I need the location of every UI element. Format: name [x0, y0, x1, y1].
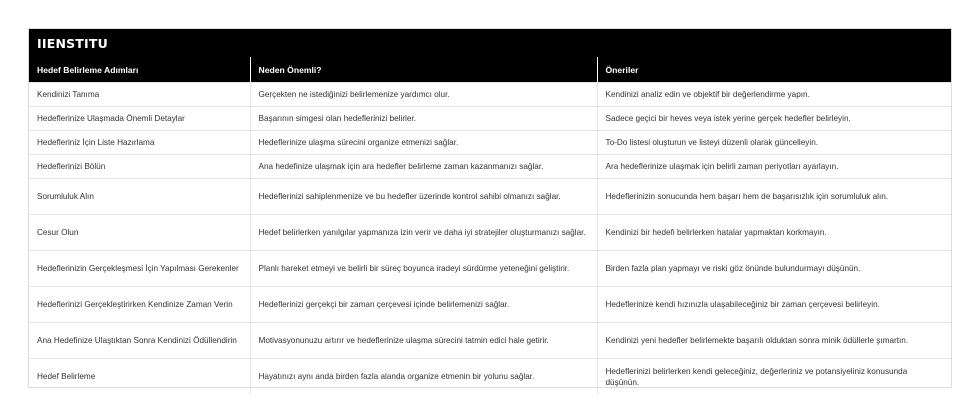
cell-suggestion: Kendinizi analiz edin ve objektif bir değerlendirme yapın. [597, 83, 951, 107]
table-row [29, 107, 951, 131]
brand-bar [29, 29, 951, 57]
goal-setting-table [29, 57, 951, 394]
cell-importance: Planlı hareket etmeyi ve belirli bir süreç boyunca iradeyi sürdürme yeteneğini geliştirir. [250, 251, 597, 287]
cell-importance: Hayatınızı aynı anda birden fazla alanda organize etmenin bir yolunu sağlar. [250, 359, 597, 395]
table-row [29, 215, 951, 251]
cell-step: Hedef Belirleme [29, 359, 250, 395]
cell-suggestion: Ara hedeflerinize ulaşmak için belirli zaman periyotları ayarlayın. [597, 155, 951, 179]
cell-step: Hedeflerinizi Gerçekleştirirken Kendinize Zaman Verin [29, 287, 250, 323]
cell-step: Sorumluluk Alın [29, 179, 250, 215]
cell-step: Hedeflerinize Ulaşmada Önemli Detaylar [29, 107, 250, 131]
table-row [29, 155, 951, 179]
cell-step: Hedefleriniz İçin Liste Hazırlama [29, 131, 250, 155]
cell-step: Ana Hedefinize Ulaştıktan Sonra Kendinizi Ödüllendirin [29, 323, 250, 359]
cell-suggestion: Birden fazla plan yapmayı ve riski göz önünde bulundurmayı düşünün. [597, 251, 951, 287]
cell-importance: Ana hedefinize ulaşmak için ara hedefler belirleme zaman kazanmanızı sağlar. [250, 155, 597, 179]
cell-importance: Motivasyonunuzu artırır ve hedeflerinize ulaşma sürecini tatmin edici hale getirir. [250, 323, 597, 359]
cell-step: Hedeflerinizi Bölün [29, 155, 250, 179]
table-row [29, 251, 951, 287]
cell-importance: Hedef belirlerken yanılgılar yapmanıza izin verir ve daha iyi stratejiler oluşturmanızı sağlar. [250, 215, 597, 251]
cell-step: Kendinizi Tanıma [29, 83, 250, 107]
table-row [29, 83, 951, 107]
cell-suggestion: Sadece geçici bir heves veya istek yerine gerçek hedefler belirleyin. [597, 107, 951, 131]
table-row [29, 359, 951, 395]
table-card [28, 28, 952, 388]
cell-step: Hedeflerinizin Gerçekleşmesi İçin Yapılması Gerekenler [29, 251, 250, 287]
column-header-steps: Hedef Belirleme Adımları [29, 57, 250, 83]
cell-suggestion: Hedeflerinizin sonucunda hem başarı hem de başarısızlık için sorumluluk alın. [597, 179, 951, 215]
cell-importance: Gerçekten ne istediğinizi belirlemenize yardımcı olur. [250, 83, 597, 107]
cell-suggestion: Hedeflerinize kendi hızınızla ulaşabileceğiniz bir zaman çerçevesi belirleyin. [597, 287, 951, 323]
table-row [29, 287, 951, 323]
cell-suggestion: To-Do listesi oluşturun ve listeyi düzenli olarak güncelleyin. [597, 131, 951, 155]
column-header-importance: Neden Önemli? [250, 57, 597, 83]
column-header-suggestions: Öneriler [597, 57, 951, 83]
cell-importance: Hedeflerinize ulaşma sürecini organize etmenizi sağlar. [250, 131, 597, 155]
table-row [29, 131, 951, 155]
table-header-row [29, 57, 951, 83]
cell-importance: Hedeflerinizi gerçekçi bir zaman çerçevesi içinde belirlemenizi sağlar. [250, 287, 597, 323]
cell-step: Cesur Olun [29, 215, 250, 251]
cell-importance: Hedeflerinizi sahiplenmenize ve bu hedefler üzerinde kontrol sahibi olmanızı sağlar. [250, 179, 597, 215]
cell-suggestion: Kendinizi yeni hedefler belirlemekte başarılı olduktan sonra minik ödüllerle şımartın. [597, 323, 951, 359]
table-row [29, 323, 951, 359]
cell-suggestion: Hedeflerinizi belirlerken kendi geleceğiniz, değerleriniz ve potansiyeliniz konusunda düşünün. [597, 359, 951, 395]
cell-importance: Başarının simgesi olan hedeflerinizi belirler. [250, 107, 597, 131]
brand-logo-text: IIENSTITU [37, 35, 108, 51]
cell-suggestion: Kendinizi bir hedefi belirlerken hatalar yapmaktan korkmayın. [597, 215, 951, 251]
table-row [29, 179, 951, 215]
